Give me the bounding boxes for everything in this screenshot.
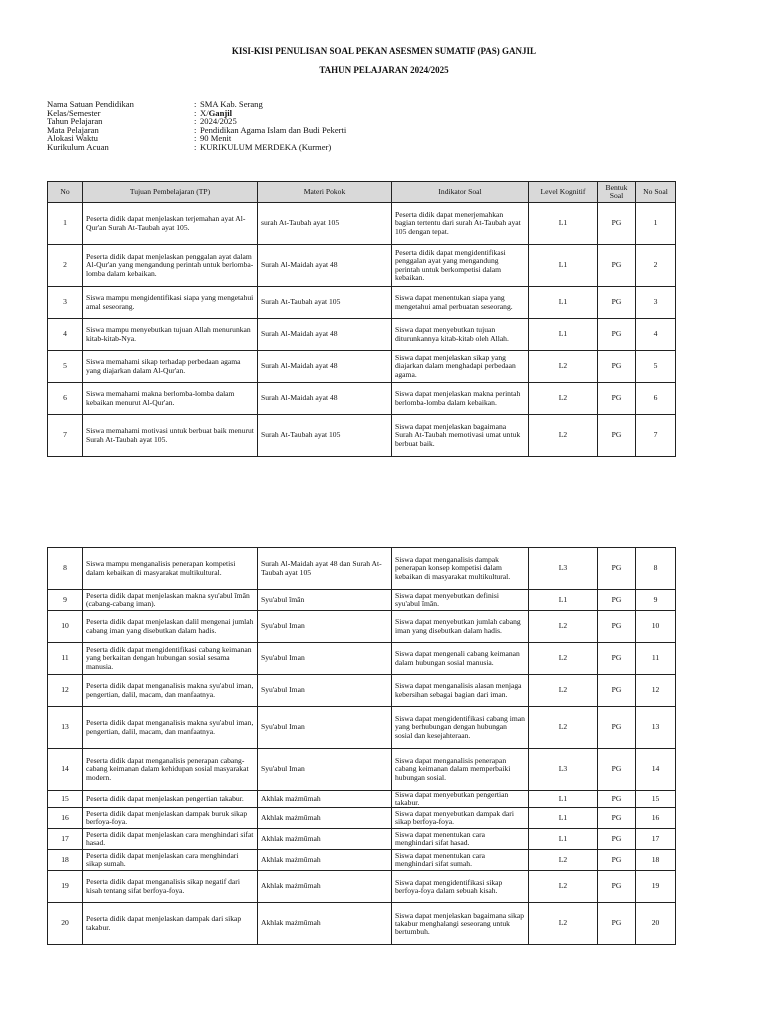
table-header-row [48, 182, 676, 203]
table-row [48, 829, 676, 850]
cell-materi-pokok: Syu'abul īmān [258, 590, 392, 611]
table-row [48, 548, 676, 590]
cell-no: 1 [48, 203, 83, 245]
cell-level-kognitif: L2 [529, 903, 598, 945]
cell-no: 11 [48, 643, 83, 675]
cell-no-soal: 19 [636, 871, 676, 903]
cell-no: 15 [48, 791, 83, 808]
cell-tujuan-pembelajaran: Peserta didik dapat menjelaskan cara menghindari sifat hasad. [83, 829, 258, 850]
table-row [48, 203, 676, 245]
kisi-table-page-1 [47, 181, 676, 457]
info-value-bold: Ganjil [208, 107, 232, 118]
cell-no-soal: 15 [636, 791, 676, 808]
table-row [48, 415, 676, 457]
cell-no: 16 [48, 808, 83, 829]
cell-level-kognitif: L1 [529, 287, 598, 319]
table-row [48, 791, 676, 808]
table-row [48, 319, 676, 351]
cell-tujuan-pembelajaran: Siswa mampu menyebutkan tujuan Allah menurunkan kitab-kitab-Nya. [83, 319, 258, 351]
cell-tujuan-pembelajaran: Siswa mampu menganalisis penerapan kompetisi dalam kebaikan di masyarakat multikultural. [83, 548, 258, 590]
info-value: 90 Menit [200, 133, 232, 143]
table-row [48, 707, 676, 749]
cell-bentuk-soal: PG [598, 319, 636, 351]
cell-no-soal: 8 [636, 548, 676, 590]
info-colon: : [194, 107, 197, 118]
cell-indikator-soal: Siswa dapat mengidentifikasi cabang iman yang berhubungan dengan hubungan sosial dan kesejahteraan. [392, 707, 529, 749]
cell-bentuk-soal: PG [598, 903, 636, 945]
table-row [48, 903, 676, 945]
cell-no: 9 [48, 590, 83, 611]
cell-level-kognitif: L2 [529, 351, 598, 383]
cell-tujuan-pembelajaran: Peserta didik dapat menjelaskan penggalan ayat dalam Al-Qur'an yang mengandung perintah untuk berlomba-lomba dalam kebaikan. [83, 245, 258, 287]
cell-indikator-soal: Peserta didik dapat menerjemahkan bagian tertentu dari surah At-Taubah ayat 105 dengan tepat. [392, 203, 529, 245]
cell-no: 10 [48, 611, 83, 643]
cell-bentuk-soal: PG [598, 590, 636, 611]
cell-level-kognitif: L2 [529, 415, 598, 457]
cell-level-kognitif: L1 [529, 203, 598, 245]
cell-materi-pokok: Surah Al-Maidah ayat 48 [258, 245, 392, 287]
cell-bentuk-soal: PG [598, 287, 636, 319]
cell-level-kognitif: L1 [529, 829, 598, 850]
cell-bentuk-soal: PG [598, 203, 636, 245]
info-value: Pendidikan Agama Islam dan Budi Pekerti [200, 124, 347, 135]
table-row [48, 675, 676, 707]
cell-no: 14 [48, 749, 83, 791]
cell-no-soal: 20 [636, 903, 676, 945]
cell-indikator-soal: Siswa dapat menentukan cara menghindari sifat hasad. [392, 829, 529, 850]
cell-level-kognitif: L2 [529, 707, 598, 749]
info-value: KURIKULUM MERDEKA (Kurmer) [200, 141, 332, 152]
cell-indikator-soal: Siswa dapat menganalisis penerapan cabang keimanan dalam memperbaiki hubungan sosial. [392, 749, 529, 791]
column-header: Tujuan Pembelajaran (TP) [83, 182, 258, 203]
info-label: Mata Pelajaran [47, 124, 99, 135]
cell-materi-pokok: surah At-Taubah ayat 105 [258, 203, 392, 245]
cell-level-kognitif: L2 [529, 643, 598, 675]
cell-level-kognitif: L1 [529, 245, 598, 287]
cell-indikator-soal: Siswa dapat menjelaskan sikap yang diajarkan dalam menghadapi perbedaan agama. [392, 351, 529, 383]
cell-no: 17 [48, 829, 83, 850]
info-label: Alokasi Waktu [47, 133, 98, 143]
cell-level-kognitif: L2 [529, 675, 598, 707]
cell-tujuan-pembelajaran: Siswa memahami motivasi untuk berbuat baik menurut Surah At-Taubah ayat 105. [83, 415, 258, 457]
cell-materi-pokok: Akhlak mażmūmah [258, 903, 392, 945]
document-title: KISI-KISI PENULISAN SOAL PEKAN ASESMEN SUMATIF (PAS) GANJIL [231, 46, 537, 56]
column-header: Indikator Soal [392, 182, 529, 203]
column-header: Level Kognitif [529, 182, 598, 203]
table-row [48, 383, 676, 415]
cell-tujuan-pembelajaran: Peserta didik dapat menjelaskan terjemahan ayat Al-Qur'an Surah At-Taubah ayat 105. [83, 203, 258, 245]
cell-no: 6 [48, 383, 83, 415]
column-header: No Soal [636, 182, 676, 203]
cell-level-kognitif: L1 [529, 590, 598, 611]
cell-tujuan-pembelajaran: Peserta didik dapat menjelaskan dampak dari sikap takabur. [83, 903, 258, 945]
cell-indikator-soal: Peserta didik dapat mengidentifikasi penggalan ayat yang mengandung perintah untuk berkompetisi dalam kebaikan. [392, 245, 529, 287]
cell-no-soal: 10 [636, 611, 676, 643]
cell-materi-pokok: Syu'abul Iman [258, 675, 392, 707]
table-row [48, 749, 676, 791]
cell-no-soal: 14 [636, 749, 676, 791]
table-row [48, 643, 676, 675]
info-colon: : [194, 133, 197, 143]
cell-materi-pokok: Syu'abul Iman [258, 707, 392, 749]
column-header: Bentuk Soal [598, 182, 636, 203]
cell-level-kognitif: L2 [529, 611, 598, 643]
cell-indikator-soal: Siswa dapat mengidentifikasi sikap berfoya-foya dalam sebuah kisah. [392, 871, 529, 903]
cell-indikator-soal: Siswa dapat menentukan cara menghindari sifat sumah. [392, 850, 529, 871]
cell-tujuan-pembelajaran: Peserta didik dapat menganalisis makna syu'abul iman, pengertian, dalil, macam, dan manfaatnya. [83, 707, 258, 749]
cell-tujuan-pembelajaran: Peserta didik dapat menjelaskan dalil mengenai jumlah cabang iman yang disebutkan dalam hadis. [83, 611, 258, 643]
cell-indikator-soal: Siswa dapat menyebutkan dampak dari sikap berfoya-foya. [392, 808, 529, 829]
cell-indikator-soal: Siswa dapat menentukan siapa yang mengetahui amal perbuatan seseorang. [392, 287, 529, 319]
info-value: 2024/2025 [200, 116, 237, 126]
cell-bentuk-soal: PG [598, 643, 636, 675]
cell-indikator-soal: Siswa dapat menganalisis alasan menjaga kebersihan sebagai bagian dari iman. [392, 675, 529, 707]
cell-indikator-soal: Siswa dapat menyebutkan pengertian takabur. [392, 791, 529, 808]
cell-tujuan-pembelajaran: Siswa memahami sikap terhadap perbedaan agama yang diajarkan dalam Al-Qur'an. [83, 351, 258, 383]
cell-indikator-soal: Siswa dapat menjelaskan bagaimana sikap takabur menghalangi seseorang untuk bertumbuh. [392, 903, 529, 945]
cell-bentuk-soal: PG [598, 548, 636, 590]
cell-no: 19 [48, 871, 83, 903]
cell-indikator-soal: Siswa dapat menjelaskan makna perintah berlomba-lomba dalam kebaikan. [392, 383, 529, 415]
cell-indikator-soal: Siswa dapat menyebutkan jumlah cabang iman yang disebutkan dalam hadis. [392, 611, 529, 643]
cell-no: 2 [48, 245, 83, 287]
cell-no-soal: 4 [636, 319, 676, 351]
info-label: Tahun Pelajaran [47, 116, 103, 126]
cell-materi-pokok: Syu'abul Iman [258, 749, 392, 791]
info-row-curriculum [47, 143, 346, 152]
cell-materi-pokok: Surah Al-Maidah ayat 48 dan Surah At-Taubah ayat 105 [258, 548, 392, 590]
cell-materi-pokok: Akhlak mażmūmah [258, 808, 392, 829]
cell-no-soal: 18 [636, 850, 676, 871]
cell-materi-pokok: Surah At-Taubah ayat 105 [258, 287, 392, 319]
cell-indikator-soal: Siswa dapat menyebutkan definisi syu'abul īmān. [392, 590, 529, 611]
cell-bentuk-soal: PG [598, 829, 636, 850]
cell-materi-pokok: Akhlak mażmūmah [258, 871, 392, 903]
info-colon: : [194, 141, 197, 152]
cell-no: 8 [48, 548, 83, 590]
cell-bentuk-soal: PG [598, 850, 636, 871]
table-row [48, 871, 676, 903]
cell-no-soal: 3 [636, 287, 676, 319]
cell-tujuan-pembelajaran: Peserta didik dapat menganalisis sikap negatif dari kisah tentang sifat berfoya-foya. [83, 871, 258, 903]
cell-materi-pokok: Surah Al-Maidah ayat 48 [258, 383, 392, 415]
cell-indikator-soal: Siswa dapat menganalisis dampak penerapan konsep kompetisi dalam kebaikan di masyarakat multikultural. [392, 548, 529, 590]
info-value: SMA Kab. Serang [200, 99, 263, 109]
cell-bentuk-soal: PG [598, 808, 636, 829]
info-colon: : [194, 124, 197, 135]
cell-no: 13 [48, 707, 83, 749]
cell-no-soal: 11 [636, 643, 676, 675]
cell-materi-pokok: Syu'abul Iman [258, 611, 392, 643]
cell-no-soal: 16 [636, 808, 676, 829]
cell-tujuan-pembelajaran: Peserta didik dapat mengidentifikasi cabang keimanan yang berkaitan dengan hubungan sosial sesama manusia. [83, 643, 258, 675]
cell-tujuan-pembelajaran: Peserta didik dapat menjelaskan pengertian takabur. [83, 791, 258, 808]
cell-tujuan-pembelajaran: Peserta didik dapat menjelaskan dampak buruk sikap berfoya-foya. [83, 808, 258, 829]
cell-bentuk-soal: PG [598, 415, 636, 457]
cell-no: 18 [48, 850, 83, 871]
cell-indikator-soal: Siswa dapat menjelaskan bagaimana Surah At-Taubah memotivasi umat untuk berbuat baik. [392, 415, 529, 457]
cell-materi-pokok: Akhlak mażmūmah [258, 829, 392, 850]
cell-level-kognitif: L2 [529, 850, 598, 871]
cell-no-soal: 2 [636, 245, 676, 287]
info-colon: : [194, 99, 197, 109]
column-header: Materi Pokok [258, 182, 392, 203]
cell-level-kognitif: L1 [529, 791, 598, 808]
cell-no-soal: 6 [636, 383, 676, 415]
cell-no-soal: 17 [636, 829, 676, 850]
cell-bentuk-soal: PG [598, 749, 636, 791]
cell-bentuk-soal: PG [598, 707, 636, 749]
cell-level-kognitif: L1 [529, 808, 598, 829]
cell-no: 7 [48, 415, 83, 457]
info-label: Kurikulum Acuan [47, 141, 109, 152]
cell-tujuan-pembelajaran: Peserta didik dapat menganalisis makna syu'abul iman, pengertian, dalil, macam, dan manfaatnya. [83, 675, 258, 707]
info-label: Nama Satuan Pendidikan [47, 99, 134, 109]
cell-tujuan-pembelajaran: Siswa memahami makna berlomba-lomba dalam kebaikan menurut Al-Qur'an. [83, 383, 258, 415]
cell-no: 12 [48, 675, 83, 707]
cell-materi-pokok: Akhlak mażmūmah [258, 850, 392, 871]
table-row [48, 808, 676, 829]
cell-level-kognitif: L3 [529, 548, 598, 590]
table-row [48, 287, 676, 319]
cell-materi-pokok: Syu'abul Iman [258, 643, 392, 675]
cell-level-kognitif: L2 [529, 871, 598, 903]
cell-tujuan-pembelajaran: Peserta didik dapat menganalisis penerapan cabang-cabang keimanan dalam kehidupan sosial masyarakat modern. [83, 749, 258, 791]
cell-bentuk-soal: PG [598, 245, 636, 287]
cell-no-soal: 13 [636, 707, 676, 749]
cell-no: 5 [48, 351, 83, 383]
cell-materi-pokok: Surah At-Taubah ayat 105 [258, 415, 392, 457]
cell-level-kognitif: L1 [529, 319, 598, 351]
cell-no: 4 [48, 319, 83, 351]
kisi-table-page-2 [47, 547, 676, 945]
cell-tujuan-pembelajaran: Peserta didik dapat menjelaskan cara menghindari sikap sumah. [83, 850, 258, 871]
cell-level-kognitif: L2 [529, 383, 598, 415]
cell-indikator-soal: Siswa dapat mengenali cabang keimanan dalam hubungan sosial manusia. [392, 643, 529, 675]
column-header: No [48, 182, 83, 203]
cell-bentuk-soal: PG [598, 611, 636, 643]
document-subtitle: TAHUN PELAJARAN 2024/2025 [319, 65, 449, 75]
info-label: Kelas/Semester [47, 107, 101, 118]
cell-indikator-soal: Siswa dapat menyebutkan tujuan diturunkannya kitab-kitab oleh Allah. [392, 319, 529, 351]
info-colon: : [194, 116, 197, 126]
cell-tujuan-pembelajaran: Siswa mampu mengidentifikasi siapa yang mengetahui amal seseorang. [83, 287, 258, 319]
cell-no: 20 [48, 903, 83, 945]
cell-bentuk-soal: PG [598, 791, 636, 808]
cell-tujuan-pembelajaran: Peserta didik dapat menjelaskan makna syu'abul īmān (cabang-cabang iman). [83, 590, 258, 611]
cell-materi-pokok: Akhlak mażmūmah [258, 791, 392, 808]
table-row [48, 245, 676, 287]
table-row [48, 850, 676, 871]
table-row [48, 611, 676, 643]
info-value: X/ [200, 107, 209, 118]
cell-materi-pokok: Surah Al-Maidah ayat 48 [258, 351, 392, 383]
cell-bentuk-soal: PG [598, 871, 636, 903]
identity-block [47, 100, 346, 151]
cell-materi-pokok: Surah Al-Maidah ayat 48 [258, 319, 392, 351]
cell-no-soal: 1 [636, 203, 676, 245]
table-row [48, 590, 676, 611]
cell-no-soal: 7 [636, 415, 676, 457]
cell-bentuk-soal: PG [598, 351, 636, 383]
cell-bentuk-soal: PG [598, 383, 636, 415]
cell-no-soal: 9 [636, 590, 676, 611]
table-row [48, 351, 676, 383]
cell-no: 3 [48, 287, 83, 319]
cell-no-soal: 5 [636, 351, 676, 383]
cell-bentuk-soal: PG [598, 675, 636, 707]
cell-level-kognitif: L3 [529, 749, 598, 791]
cell-no-soal: 12 [636, 675, 676, 707]
